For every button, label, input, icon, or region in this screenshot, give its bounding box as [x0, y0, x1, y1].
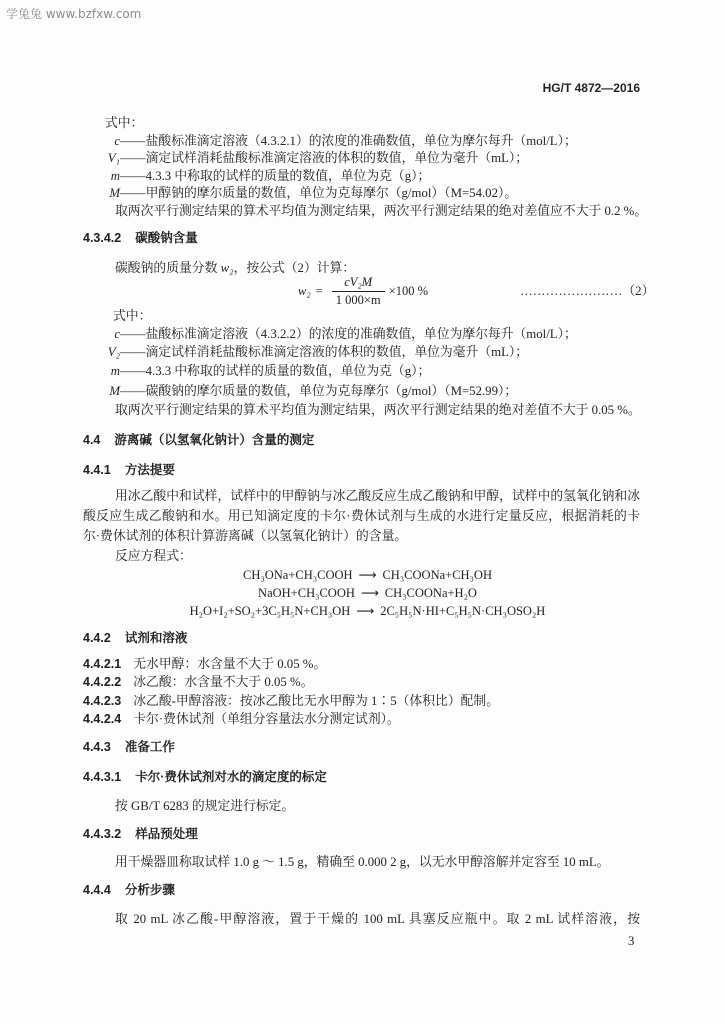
formula-number-label: （2） [622, 284, 655, 298]
reaction-arrow: ⟶ [360, 585, 379, 600]
formula-equals: = [315, 283, 323, 298]
definition-text: 滴定试样消耗盐酸标准滴定溶液的体积的数值，单位为毫升（mL）； [145, 151, 529, 165]
reagent-item [83, 674, 313, 690]
definition-symbol: c [114, 134, 120, 148]
where-label: 式中： [113, 309, 152, 323]
watermark: 学兔兔 www.bzfxw.com [6, 7, 142, 21]
formula-number [520, 283, 655, 299]
section-title: 卡尔·费休试剂对水的滴定度的标定 [135, 770, 327, 784]
section-title: 分析步骤 [124, 883, 175, 897]
formula-fraction [332, 275, 385, 308]
section-number: 4.4.3 [83, 740, 111, 754]
definition-symbol: m [110, 364, 120, 378]
definition-symbol: V₁ [107, 151, 120, 165]
definition-symbol: V₂ [107, 345, 120, 359]
pretreatment-text: 用干燥器皿称取试样 1.0 g ～ 1.5 g，精确至 0.000 2 g，以无水甲醇溶解并定容至 10 mL。 [115, 855, 610, 869]
reaction-equation [95, 585, 640, 601]
definition-text: 甲醇钠的摩尔质量的数值，单位为克每摩尔（g/mol）（M=54.02）。 [145, 186, 518, 200]
section-heading [83, 630, 187, 646]
section-heading [83, 462, 175, 478]
reagent-text: 冰乙酸-甲醇溶液：按冰乙酸比无水甲醇为 1∶5（体积比）配制。 [133, 694, 500, 708]
section-title: 试剂和溶液 [124, 631, 188, 645]
reagent-text: 卡尔·费休试剂（单组分容量法水分测定试剂）。 [133, 712, 400, 726]
definition-text: 滴定试样消耗盐酸标准滴定溶液的体积的数值，单位为毫升（mL）； [145, 345, 529, 359]
formula-denominator: 1 000×m [332, 291, 385, 308]
section-number: 4.3.4.2 [83, 231, 122, 245]
definition-dash: —— [120, 186, 146, 200]
definition-dash: —— [120, 345, 146, 359]
section-title: 准备工作 [124, 740, 175, 754]
equation-rhs: CH₃COONa+H₂O [384, 586, 477, 600]
definition-symbol: M [109, 186, 120, 200]
reagent-number: 4.4.2.1 [83, 657, 122, 671]
paragraph-line: 尔·费休试剂的体积计算游离碱（以氢氧化钠计）的含量。 [83, 529, 408, 543]
reaction-label: 反应方程式： [115, 549, 192, 563]
section-heading [83, 826, 198, 842]
procedure-text: 取 20 mL 冰乙酸-甲醇溶液，置于干燥的 100 mL 具塞反应瓶中。取 2 mL 试样溶液，按 [115, 912, 640, 926]
reaction-arrow: ⟶ [358, 567, 377, 582]
section-number: 4.4.2 [83, 631, 111, 645]
page-number: 3 [628, 934, 635, 948]
definition-text: 盐酸标准滴定溶液（4.3.2.2）的浓度的准确数值，单位为摩尔每升（mol/L）； [145, 327, 577, 341]
reagent-text: 无水甲醇：水含量不大于 0.05 %。 [133, 657, 327, 671]
section-number: 4.4.3.1 [83, 770, 122, 784]
definition-line [90, 133, 577, 149]
calibration-text: 按 GB/T 6283 的规定进行标定。 [115, 799, 295, 813]
definition-symbol: m [110, 169, 120, 183]
definition-symbol: M [109, 384, 120, 398]
formula-factor: ×100 % [388, 283, 428, 298]
definition-text: 盐酸标准滴定溶液（4.3.2.1）的浓度的准确数值，单位为摩尔每升（mol/L）； [145, 134, 577, 148]
section-heading [83, 432, 314, 448]
standard-number-header: HG/T 4872—2016 [542, 81, 640, 95]
reagent-number: 4.4.2.3 [83, 694, 122, 708]
reagent-text: 冰乙酸：水含量不大于 0.05 %。 [133, 675, 314, 689]
section-number: 4.4.4 [83, 883, 111, 897]
definition-line [90, 344, 528, 360]
equation-lhs: H₂O+I₂+SO₂+3C₅H₅N+CH₃OH [189, 604, 351, 618]
definition-dash: —— [120, 327, 146, 341]
definition-text: 4.3.3 中称取的试样的质量的数值，单位为克（g）； [145, 364, 431, 378]
paragraph-line: 酸反应生成乙酸钠和水。用已知滴定度的卡尔·费休试剂与生成的水进行定量反应，根据消耗的卡 [83, 509, 640, 523]
definition-symbol: c [114, 327, 120, 341]
reaction-equation [95, 567, 640, 583]
definition-dash: —— [120, 364, 146, 378]
definition-dash: —— [120, 169, 146, 183]
section-title: 样品预处理 [135, 827, 198, 841]
formula-leader: …………………… [520, 284, 623, 298]
section-title: 游离碱（以氢氧化钠计）含量的测定 [114, 433, 315, 447]
definition-line [90, 383, 517, 399]
definition-line [90, 168, 430, 184]
reaction-equation [95, 603, 640, 619]
definition-line [90, 185, 517, 201]
section-title: 方法提要 [124, 463, 175, 477]
result-rule: 取两次平行测定结果的算术平均值为测定结果，两次平行测定结果的绝对差值不大于 0.05 %。 [115, 403, 641, 417]
definition-line [90, 363, 430, 379]
formula-intro-before: 碳酸钠的质量分数 [115, 261, 221, 275]
reagent-number: 4.4.2.2 [83, 675, 122, 689]
definition-text: 碳酸钠的摩尔质量的数值，单位为克每摩尔（g/mol）（M=52.99）； [145, 384, 518, 398]
definition-line [90, 150, 528, 166]
section-number: 4.4 [83, 433, 101, 447]
formula-2 [298, 274, 428, 308]
reagent-item [83, 693, 499, 709]
equation-rhs: 2C₅H₅N·HI+C₅H₅N·CH₃OSO₂H [380, 604, 546, 618]
section-title: 碳酸钠含量 [135, 231, 198, 245]
formula-intro-symbol: w₂ [220, 261, 234, 275]
section-heading [83, 230, 198, 246]
reagent-item [83, 711, 400, 727]
section-heading [83, 739, 175, 755]
equation-rhs: CH₃COONa+CH₃OH [382, 568, 492, 582]
section-number: 4.4.1 [83, 463, 111, 477]
definition-line [90, 326, 577, 342]
result-rule: 取两次平行测定结果的算术平均值为测定结果，两次平行测定结果的绝对差值应不大于 0.2 %。 [115, 204, 648, 218]
definition-dash: —— [120, 134, 146, 148]
equation-lhs: CH₃ONa+CH₃COOH [243, 568, 353, 582]
equation-lhs: NaOH+CH₃COOH [258, 586, 355, 600]
reagent-item [83, 656, 326, 672]
formula-lhs: w₂ [298, 283, 311, 298]
reaction-arrow: ⟶ [356, 603, 375, 618]
definition-text: 4.3.3 中称取的试样的质量的数值，单位为克（g）； [145, 169, 431, 183]
paragraph-line: 用冰乙酸中和试样，试样中的甲醇钠与冰乙酸反应生成乙酸钠和甲醇，试样中的氢氧化钠和冰 [115, 489, 640, 503]
definition-dash: —— [120, 151, 146, 165]
formula-numerator: cV₂M [344, 274, 373, 289]
where-label: 式中： [105, 116, 144, 130]
section-heading [83, 882, 175, 898]
section-number: 4.4.3.2 [83, 827, 122, 841]
formula-intro-after: ，按公式（2）计算： [233, 261, 356, 275]
definition-dash: —— [120, 384, 146, 398]
reagent-number: 4.4.2.4 [83, 712, 122, 726]
section-heading [83, 769, 327, 785]
